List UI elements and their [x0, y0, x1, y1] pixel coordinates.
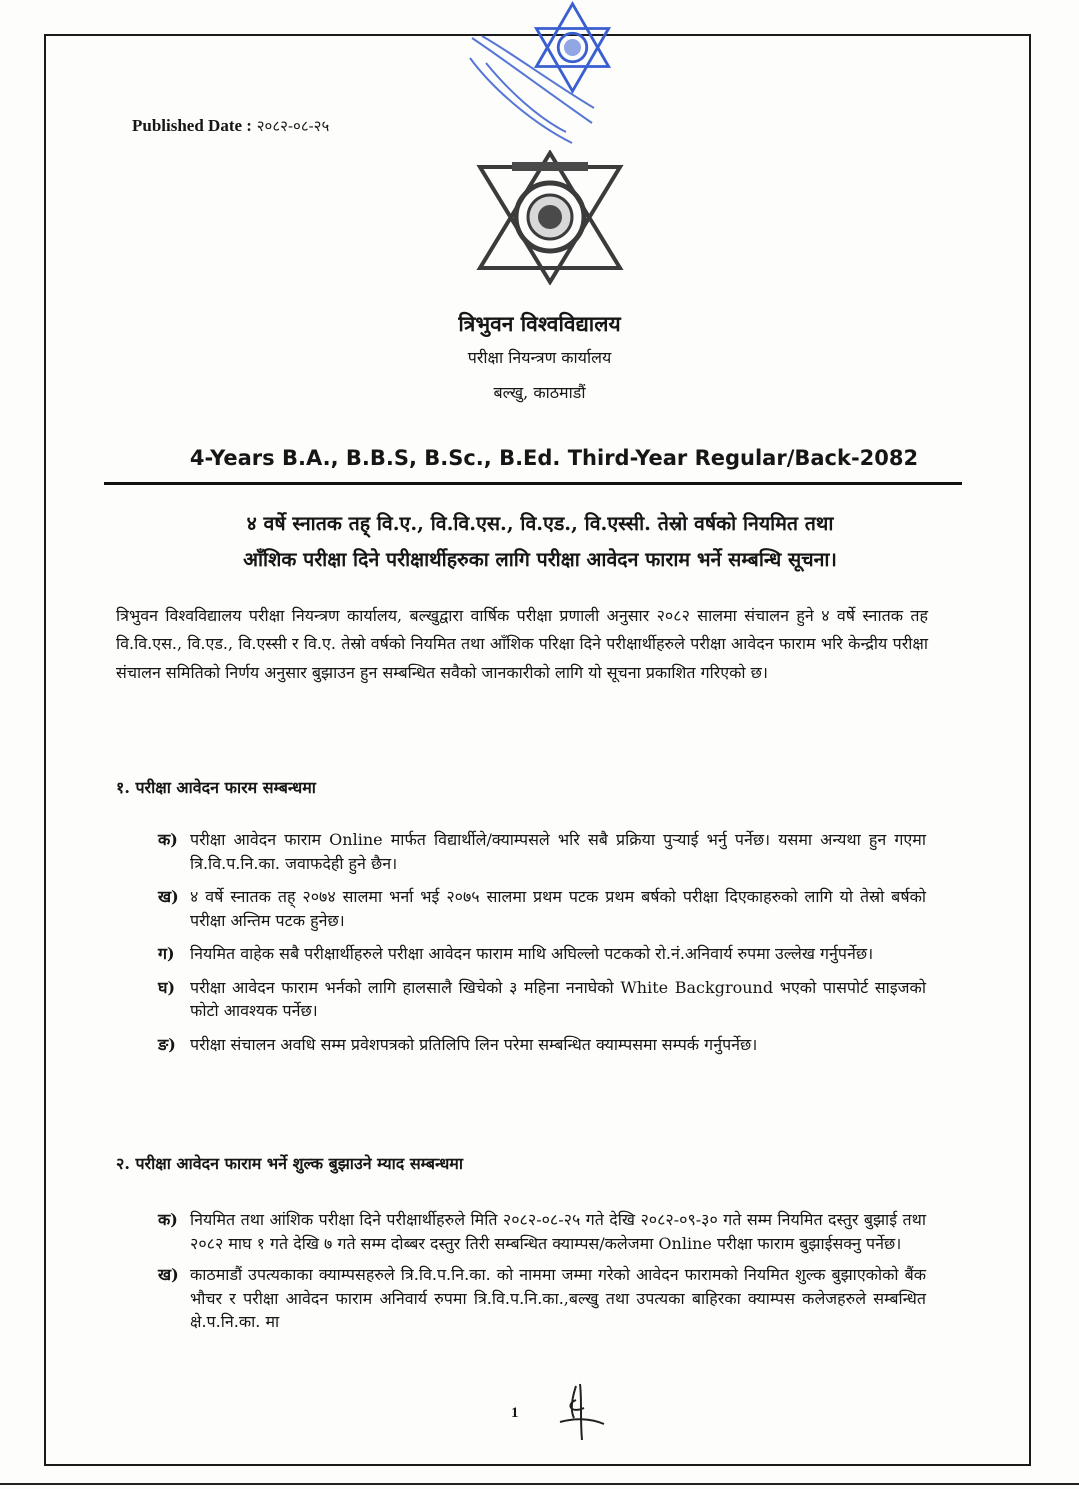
section-1-list	[158, 828, 926, 1066]
item-marker: ङ)	[158, 1034, 176, 1054]
list-item	[158, 942, 926, 966]
item-text: परीक्षा आवेदन फाराम Online मार्फत विद्यार्थीले/क्याम्पसले भरि सबै प्रक्रिया पुऱ्याई भर्नु पर्नेछ। यसमा अन्यथा हुन गएमा त्रि.वि.प.नि.का. जवाफदेही हुने छैन।	[190, 830, 926, 873]
item-marker: ग)	[158, 944, 175, 963]
item-text: काठमाडौं उपत्यकाका क्याम्पसहरुले त्रि.वि.प.नि.का. को नाममा जम्मा गरेको आवेदन फारामको नियमित शुल्क बुझाएकोको बैंक भौचर र परीक्षा आवेदन फाराम अनिवार्य रुपमा त्रि.वि.प.नि.का.,बल्खु तथा उपत्यका बाहिरका क्याम्पस कलेजहरुले सम्बन्धित क्षे.प.नि.का. मा	[190, 1265, 926, 1331]
signature-icon	[540, 1378, 615, 1448]
item-text: परीक्षा संचालन अवधि सम्म प्रवेशपत्रको प्रतिलिपि लिन परेमा सम्बन्धित क्याम्पसमा सम्पर्क गर्नुपर्नेछ।	[190, 1034, 758, 1054]
published-date-label: Published Date :	[132, 116, 252, 135]
office-location: बल्खु, काठमाडौं	[493, 383, 586, 402]
subject-line-1: ४ वर्षे स्नातक तह् वि.ए., वि.वि.एस., वि.एड., वि.एस्सी. तेस्रो वर्षको नियमित तथा	[246, 512, 834, 535]
item-text: नियमित तथा आंशिक परीक्षा दिने परीक्षार्थीहरुले मिति २०८२-०८-२५ गते देखि २०८२-०९-३० गते सम्म नियमित दस्तुर बुझाई तथा २०८२ माघ १ गते देखि ७ गते सम्म दोब्बर दस्तुर तिरी सम्बन्धित क्याम्पस/कलेजमा Online परीक्षा फाराम बुझाईसक्नु पर्नेछ।	[190, 1210, 926, 1253]
list-item	[158, 885, 926, 932]
item-marker: घ)	[158, 977, 176, 997]
list-item	[158, 1208, 926, 1255]
published-date-value: २०८२-०८-२५	[256, 117, 330, 135]
tu-logo-icon	[470, 150, 630, 285]
university-name: त्रिभुवन विश्वविद्यालय	[458, 311, 621, 336]
list-item	[158, 976, 926, 1023]
notice-title-english: 4-Years B.A., B.B.S, B.Sc., B.Ed. Third-Year Regular/Back-2082	[189, 446, 919, 470]
list-item	[158, 828, 926, 875]
page-number: 1	[511, 1405, 519, 1421]
item-text: ४ वर्षे स्नातक तह् २०७४ सालमा भर्ना भई २०७५ सालमा प्रथम पटक प्रथम बर्षको परीक्षा दिएकाहरुको लागि यो तेस्रो बर्षको परीक्षा अन्तिम पटक हुनेछ।	[190, 887, 926, 930]
published-date	[132, 116, 329, 136]
item-text: परीक्षा आवेदन फाराम भर्नको लागि हालसालै खिचेको ३ महिना ननाघेको White Background भएको पासपोर्ट साइजको फोटो आवश्यक पर्नेछ।	[190, 977, 926, 1020]
intro-paragraph: त्रिभुवन विश्वविद्यालय परीक्षा नियन्त्रण कार्यालय, बल्खुद्वारा वार्षिक परीक्षा प्रणाली अनुसार २०८२ सालमा संचालन हुने ४ वर्षे स्नातक तह वि.वि.एस., वि.एड., वि.एस्सी र वि.ए. तेस्रो वर्षको नियमित तथा आँशिक परिक्षा दिने परीक्षार्थीहरुले परीक्षा आवेदन फाराम भरि केन्द्रीय परीक्षा संचालन समितिको निर्णय अनुसार बुझाउन हुन सम्बन्धित सवैको जानकारीको लागि यो सूचना प्रकाशित गरिएको छ।	[116, 606, 928, 682]
section-2-heading: २. परीक्षा आवेदन फाराम भर्ने शुल्क बुझाउने म्याद सम्बन्धमा	[116, 1154, 463, 1173]
office-stamp-text	[462, 28, 597, 148]
notice-subject	[120, 506, 960, 578]
page-bottom-rule	[0, 1483, 1079, 1485]
list-item	[158, 1263, 926, 1334]
list-item	[158, 1033, 926, 1057]
subject-line-2: आँशिक परीक्षा दिने परीक्षार्थीहरुका लागि परीक्षा आवेदन फाराम भर्ने सम्बन्धि सूचना।	[243, 548, 837, 571]
section-1-heading: १. परीक्षा आवेदन फारम सम्बन्धमा	[116, 778, 316, 797]
title-underline	[104, 482, 962, 485]
item-marker: क)	[158, 1210, 178, 1229]
item-marker: ख)	[158, 1265, 179, 1284]
item-text: नियमित वाहेक सबै परीक्षार्थीहरुले परीक्षा आवेदन फाराम माथि अघिल्लो पटकको रो.नं.अनिवार्य रुपमा उल्लेख गर्नुपर्नेछ।	[190, 944, 874, 963]
item-marker: ख)	[158, 887, 179, 906]
office-name: परीक्षा नियन्त्रण कार्यालय	[467, 348, 612, 367]
item-marker: क)	[158, 830, 178, 849]
section-2-list	[158, 1208, 926, 1342]
